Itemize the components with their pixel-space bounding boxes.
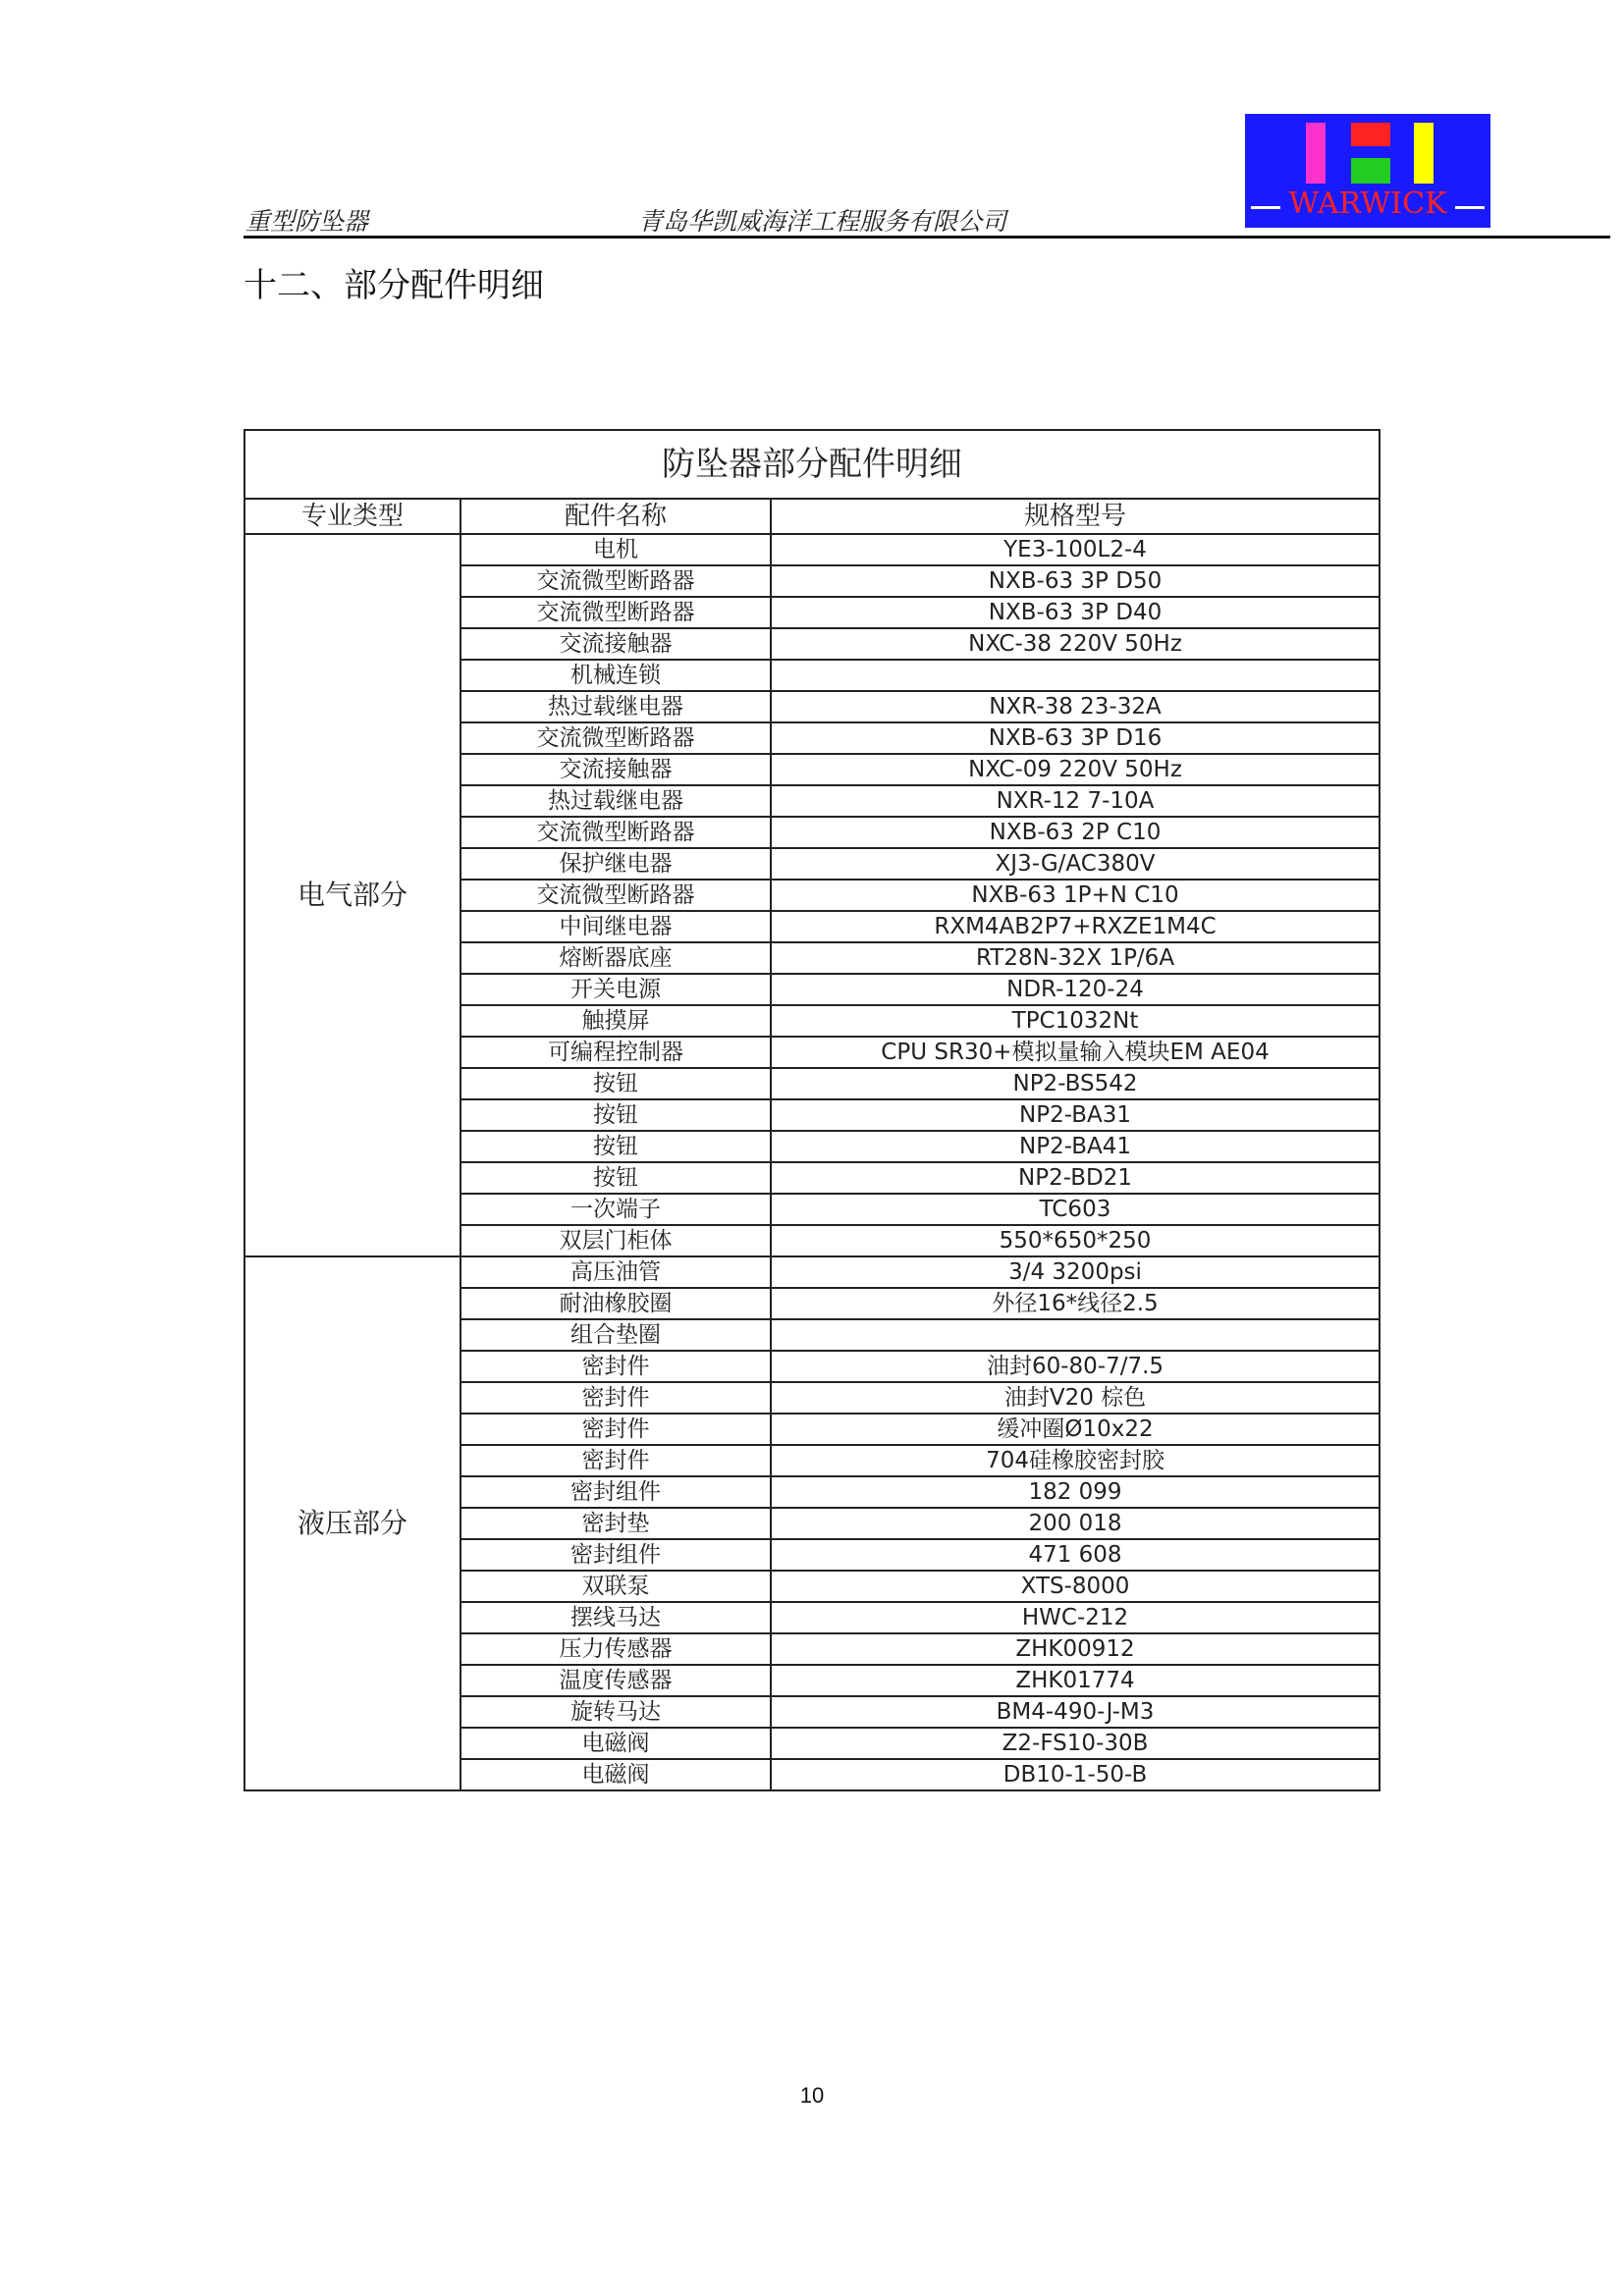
part-name-cell: 密封件 xyxy=(460,1351,771,1382)
part-name-cell: 按钮 xyxy=(460,1099,771,1131)
spec-cell: XJ3-G/AC380V xyxy=(771,848,1380,880)
spec-cell: RT28N-32X 1P/6A xyxy=(771,942,1380,974)
spec-cell: YE3-100L2-4 xyxy=(771,534,1380,565)
column-header-spec: 规格型号 xyxy=(771,499,1380,534)
part-name-cell: 交流微型断路器 xyxy=(460,817,771,848)
spec-cell: NXC-38 220V 50Hz xyxy=(771,628,1380,660)
part-name-cell: 中间继电器 xyxy=(460,911,771,942)
part-name-cell: 交流微型断路器 xyxy=(460,722,771,754)
part-name-cell: 密封垫 xyxy=(460,1508,771,1539)
column-header-category: 专业类型 xyxy=(244,499,460,534)
spec-cell: NXR-38 23-32A xyxy=(771,691,1380,722)
spec-cell: ZHK00912 xyxy=(771,1633,1380,1665)
spec-cell: XTS-8000 xyxy=(771,1571,1380,1602)
spec-cell: 油封60-80-7/7.5 xyxy=(771,1351,1380,1382)
part-name-cell: 耐油橡胶圈 xyxy=(460,1288,771,1319)
spec-cell: 3/4 3200psi xyxy=(771,1256,1380,1288)
header-rule xyxy=(244,236,1610,239)
spec-cell: NXB-63 3P D16 xyxy=(771,722,1380,754)
spec-cell: NP2-BD21 xyxy=(771,1162,1380,1194)
part-name-cell: 按钮 xyxy=(460,1068,771,1099)
spec-cell: NXB-63 3P D40 xyxy=(771,597,1380,628)
logo-red-block xyxy=(1351,123,1390,146)
part-name-cell: 热过载继电器 xyxy=(460,691,771,722)
part-name-cell: 密封件 xyxy=(460,1414,771,1445)
logo-pink-bar xyxy=(1306,123,1326,184)
part-name-cell: 压力传感器 xyxy=(460,1633,771,1665)
part-name-cell: 开关电源 xyxy=(460,974,771,1005)
spec-cell: NDR-120-24 xyxy=(771,974,1380,1005)
spec-cell xyxy=(771,660,1380,691)
logo-green-block xyxy=(1351,158,1390,184)
part-name-cell: 摆线马达 xyxy=(460,1602,771,1633)
part-name-cell: 熔断器底座 xyxy=(460,942,771,974)
column-header-part-name: 配件名称 xyxy=(460,499,771,534)
spec-cell xyxy=(771,1319,1380,1351)
part-name-cell: 交流接触器 xyxy=(460,754,771,785)
part-name-cell: 密封组件 xyxy=(460,1539,771,1571)
parts-table-body xyxy=(244,534,1380,1790)
spec-cell: 550*650*250 xyxy=(771,1225,1380,1256)
part-name-cell: 保护继电器 xyxy=(460,848,771,880)
spec-cell: HWC-212 xyxy=(771,1602,1380,1633)
spec-cell: NXB-63 2P C10 xyxy=(771,817,1380,848)
spec-cell: NXC-09 220V 50Hz xyxy=(771,754,1380,785)
part-name-cell: 按钮 xyxy=(460,1162,771,1194)
spec-cell: Z2-FS10-30B xyxy=(771,1728,1380,1759)
part-name-cell: 交流微型断路器 xyxy=(460,565,771,597)
part-name-cell: 热过载继电器 xyxy=(460,785,771,817)
part-name-cell: 交流微型断路器 xyxy=(460,880,771,911)
spec-cell: BM4-490-J-M3 xyxy=(771,1696,1380,1728)
table-row xyxy=(244,1256,1380,1288)
company-logo xyxy=(1245,114,1490,228)
part-name-cell: 交流接触器 xyxy=(460,628,771,660)
logo-yellow-bar xyxy=(1414,123,1434,184)
logo-text: WARWICK xyxy=(1288,187,1447,221)
part-name-cell: 触摸屏 xyxy=(460,1005,771,1037)
spec-cell: 外径16*线径2.5 xyxy=(771,1288,1380,1319)
spec-cell: NXB-63 1P+N C10 xyxy=(771,880,1380,911)
spec-cell: CPU SR30+模拟量输入模块EM AE04 xyxy=(771,1037,1380,1068)
spec-cell: RXM4AB2P7+RXZE1M4C xyxy=(771,911,1380,942)
part-name-cell: 按钮 xyxy=(460,1131,771,1162)
part-name-cell: 机械连锁 xyxy=(460,660,771,691)
spec-cell: NXR-12 7-10A xyxy=(771,785,1380,817)
part-name-cell: 电磁阀 xyxy=(460,1759,771,1790)
spec-cell: 704硅橡胶密封胶 xyxy=(771,1445,1380,1476)
parts-table xyxy=(244,429,1380,1791)
part-name-cell: 双联泵 xyxy=(460,1571,771,1602)
spec-cell: TPC1032Nt xyxy=(771,1005,1380,1037)
header-company-name: 青岛华凯威海洋工程服务有限公司 xyxy=(638,207,1007,236)
spec-cell: TC603 xyxy=(771,1194,1380,1225)
spec-cell: NP2-BS542 xyxy=(771,1068,1380,1099)
spec-cell: 200 018 xyxy=(771,1508,1380,1539)
part-name-cell: 可编程控制器 xyxy=(460,1037,771,1068)
page-number: 10 xyxy=(799,2083,825,2108)
category-cell: 液压部分 xyxy=(244,1256,460,1790)
spec-cell: NP2-BA41 xyxy=(771,1131,1380,1162)
spec-cell: 182 099 xyxy=(771,1476,1380,1508)
part-name-cell: 密封件 xyxy=(460,1445,771,1476)
table-title: 防坠器部分配件明细 xyxy=(244,430,1380,499)
spec-cell: 471 608 xyxy=(771,1539,1380,1571)
part-name-cell: 组合垫圈 xyxy=(460,1319,771,1351)
part-name-cell: 一次端子 xyxy=(460,1194,771,1225)
part-name-cell: 双层门柜体 xyxy=(460,1225,771,1256)
header-doc-name: 重型防坠器 xyxy=(245,207,369,236)
spec-cell: NXB-63 3P D50 xyxy=(771,565,1380,597)
spec-cell: 缓冲圈Ø10x22 xyxy=(771,1414,1380,1445)
spec-cell: NP2-BA31 xyxy=(771,1099,1380,1131)
spec-cell: ZHK01774 xyxy=(771,1665,1380,1696)
section-title: 十二、部分配件明细 xyxy=(244,266,544,305)
part-name-cell: 旋转马达 xyxy=(460,1696,771,1728)
part-name-cell: 高压油管 xyxy=(460,1256,771,1288)
spec-cell: DB10-1-50-B xyxy=(771,1759,1380,1790)
category-cell: 电气部分 xyxy=(244,534,460,1256)
part-name-cell: 交流微型断路器 xyxy=(460,597,771,628)
part-name-cell: 电机 xyxy=(460,534,771,565)
table-row xyxy=(244,534,1380,565)
part-name-cell: 温度传感器 xyxy=(460,1665,771,1696)
part-name-cell: 密封件 xyxy=(460,1382,771,1414)
part-name-cell: 电磁阀 xyxy=(460,1728,771,1759)
spec-cell: 油封V20 棕色 xyxy=(771,1382,1380,1414)
part-name-cell: 密封组件 xyxy=(460,1476,771,1508)
